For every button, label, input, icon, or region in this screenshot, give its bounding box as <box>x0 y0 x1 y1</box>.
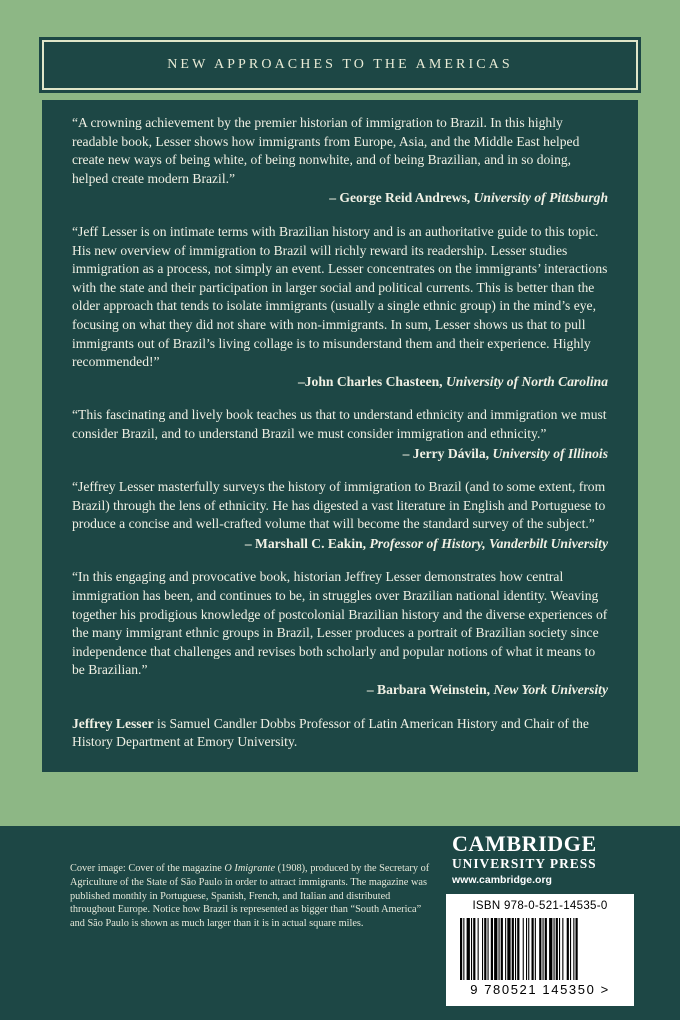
blurb-attribution <box>72 445 608 464</box>
publisher-url: www.cambridge.org <box>452 874 552 886</box>
bottom-band <box>0 826 680 1020</box>
blurb-affiliation: Professor of History, Vanderbilt University <box>369 535 608 551</box>
blurb-panel <box>42 100 638 772</box>
blurb-attribution <box>72 373 608 392</box>
blurb-affiliation: University of Illinois <box>492 445 608 461</box>
author-name: Jeffrey Lesser <box>72 715 154 731</box>
blurb-attribution <box>72 535 608 554</box>
barcode-box <box>446 894 634 1006</box>
cover-caption <box>70 862 430 931</box>
blurb-quote: “Jeffrey Lesser masterfully surveys the history of immigration to Brazil (and to some extent, from Brazil) through the lens of ethnicity. He has digested a vast literature in English and Portuguese to produce a concise and well-crafted volume that will become the standard survey of the subject.” <box>72 479 606 532</box>
blurb-author: –John Charles Chasteen, <box>297 373 446 389</box>
publisher-logo-name: CAMBRIDGE <box>452 831 597 856</box>
blurb-affiliation: New York University <box>493 682 608 698</box>
blurb-quote: “Jeff Lesser is on intimate terms with Brazilian history and is an authoritative guide to this topic. His new overview of immigration to Brazil will richly reward its readership. Lesser studies immigration as a process, not simply an event. Lesser concentrates on the immigrants’ interactions with the state and their participation in larger social and political currents. This is better than the older approach that tends to isolate immigrants (usually a single ethnic group) in the mind’s eye, focusing on what they did not share with non-immigrants. In sum, Lesser shows us that to pull immigrants out of Brazil’s living collage is to misunderstand them and their experience. Highly recommended!” <box>72 223 608 370</box>
series-banner <box>42 40 638 90</box>
blurb-author: – Jerry Dávila, <box>402 445 493 461</box>
blurb-quote: “In this engaging and provocative book, historian Jeffrey Lesser demonstrates how central immigration has been, and continues to be, in struggles over Brazilian national identity. Weaving together his prodigious knowledge of postcolonial Brazilian history and the diverse experiences of the many immigrant ethnic groups in Brazil, Lesser produces a portrait of Brazilian society since independence that challenges and revises both scholarly and popular notions of what it means to be Brazilian.” <box>72 569 608 678</box>
barcode-digits: 9 780521 145350 > <box>470 982 610 997</box>
blurb-author: – Marshall C. Eakin, <box>244 535 370 551</box>
publisher-logo-subtitle: UNIVERSITY PRESS <box>452 856 597 871</box>
blurb <box>72 406 608 463</box>
author-bio-text: is Samuel Candler Dobbs Professor of Latin American History and Chair of the History Department at Emory University. <box>72 715 589 750</box>
caption-prefix: Cover image: Cover of the magazine <box>70 863 225 874</box>
blurb <box>72 114 608 208</box>
blurb <box>72 223 608 391</box>
blurb-author: – Barbara Weinstein, <box>366 682 494 698</box>
blurb <box>72 478 608 553</box>
barcode-image <box>458 918 622 982</box>
blurb-quote: “A crowning achievement by the premier historian of immigration to Brazil. In this highly readable book, Lesser shows how immigrants from Europe, Asia, and the Middle East helped create new ways of being white, of being nonwhite, and of being Brazilian, and in so doing, helped create modern Brazil.” <box>72 115 580 186</box>
blurb-affiliation: University of Pittsburgh <box>473 190 608 206</box>
series-title: NEW APPROACHES TO THE AMERICAS <box>167 57 513 72</box>
isbn-label: ISBN 978-0-521-14535-0 <box>472 900 608 912</box>
author-bio <box>72 715 608 752</box>
blurb-quote: “This fascinating and lively book teaches us that to understand ethnicity and immigration we must consider Brazil, and to understand Brazil we must consider immigration and ethnicity.” <box>72 407 607 441</box>
blurb-attribution <box>72 681 608 700</box>
blurb-author: – George Reid Andrews, <box>329 190 474 206</box>
blurb-affiliation: University of North Carolina <box>445 373 608 389</box>
blurb <box>72 568 608 699</box>
caption-magazine: O Imigrante <box>224 863 276 874</box>
caption-rest: (1908), produced by the Secretary of Agriculture of the State of São Paulo in order to attract immigrants. The magazine was published monthly in Portuguese, Spanish, French, and Italian and distributed throughout Europe. Notice how Brazil is represented as bigger than “South America” and São Paulo is shown as much larger than it is in actual square miles. <box>70 863 430 930</box>
blurb-attribution <box>72 189 608 208</box>
